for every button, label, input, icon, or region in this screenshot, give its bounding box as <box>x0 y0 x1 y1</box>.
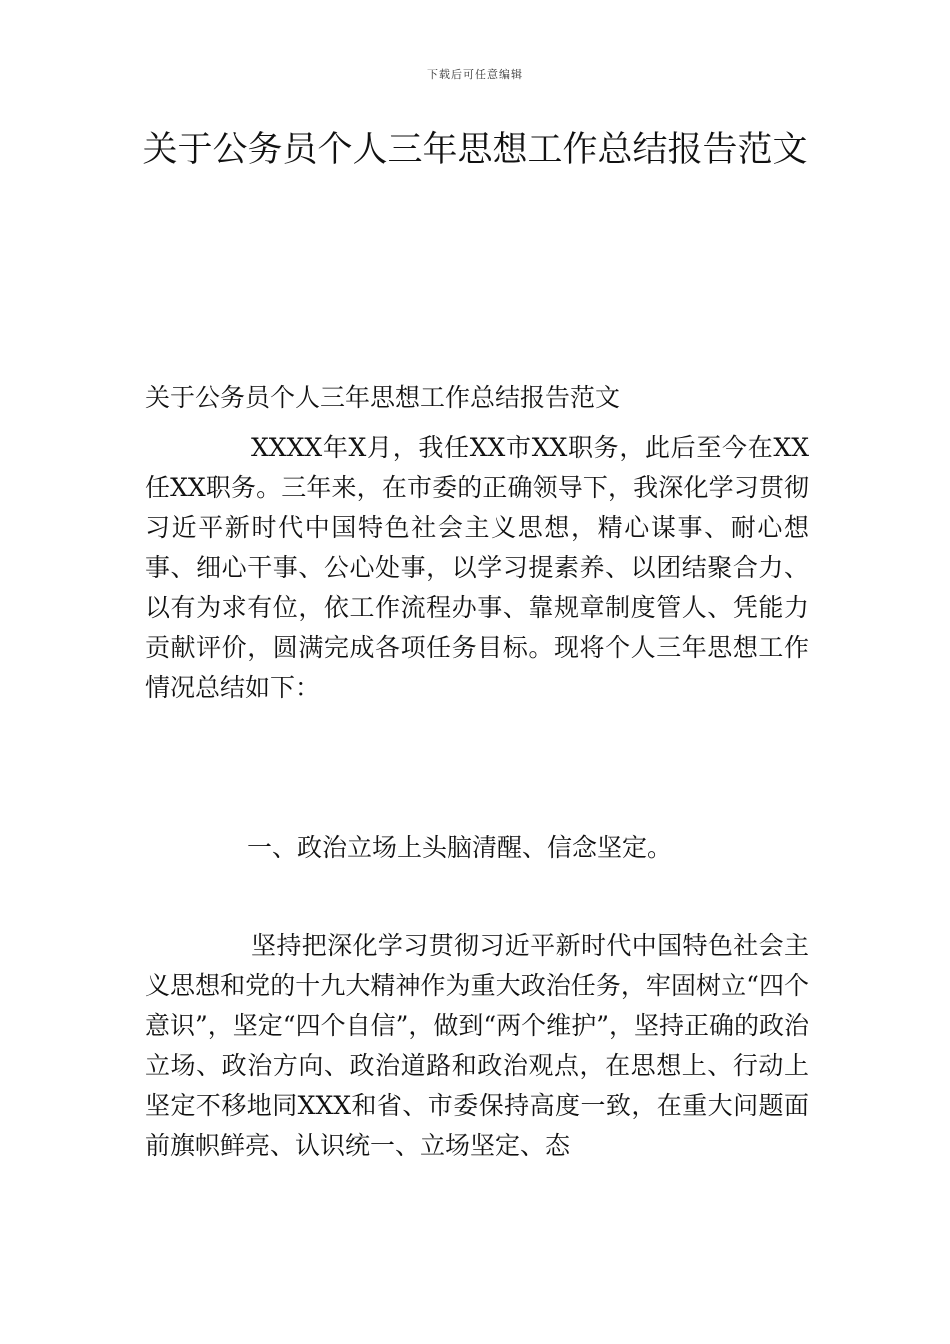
document-title: 关于公务员个人三年思想工作总结报告范文 <box>142 130 808 170</box>
section-one-heading: 一、政治立场上头脑清醒、信念坚定。 <box>247 833 673 862</box>
document-subtitle: 关于公务员个人三年思想工作总结报告范文 <box>145 383 621 412</box>
intro-paragraph: XXXX年X月，我任XX市XX职务，此后至今在XX任XX职务。三年来，在市委的正确领导下，我深化学习贯彻习近平新时代中国特色社会主义思想，精心谋事、耐心想事、细心干事、公心处事，以学习提素养、以团结聚合力、以有为求有位，依工作流程办事、靠规章制度管人、凭能力贡献评价，圆满完成各项任务目标。现将个人三年思想工作情况总结如下： <box>145 433 809 702</box>
section-one-paragraph: 坚持把深化学习贯彻习近平新时代中国特色社会主义思想和党的十九大精神作为重大政治任务，牢固树立“四个意识”，坚定“四个自信”，做到“两个维护”，坚持正确的政治立场、政治方向、政治道路和政治观点，在思想上、行动上坚定不移地同XXX和省、市委保持高度一致，在重大问题面前旗帜鲜亮、认识统一、立场坚定、态 <box>145 931 809 1160</box>
page-header-note: 下载后可任意编辑 <box>427 68 523 81</box>
